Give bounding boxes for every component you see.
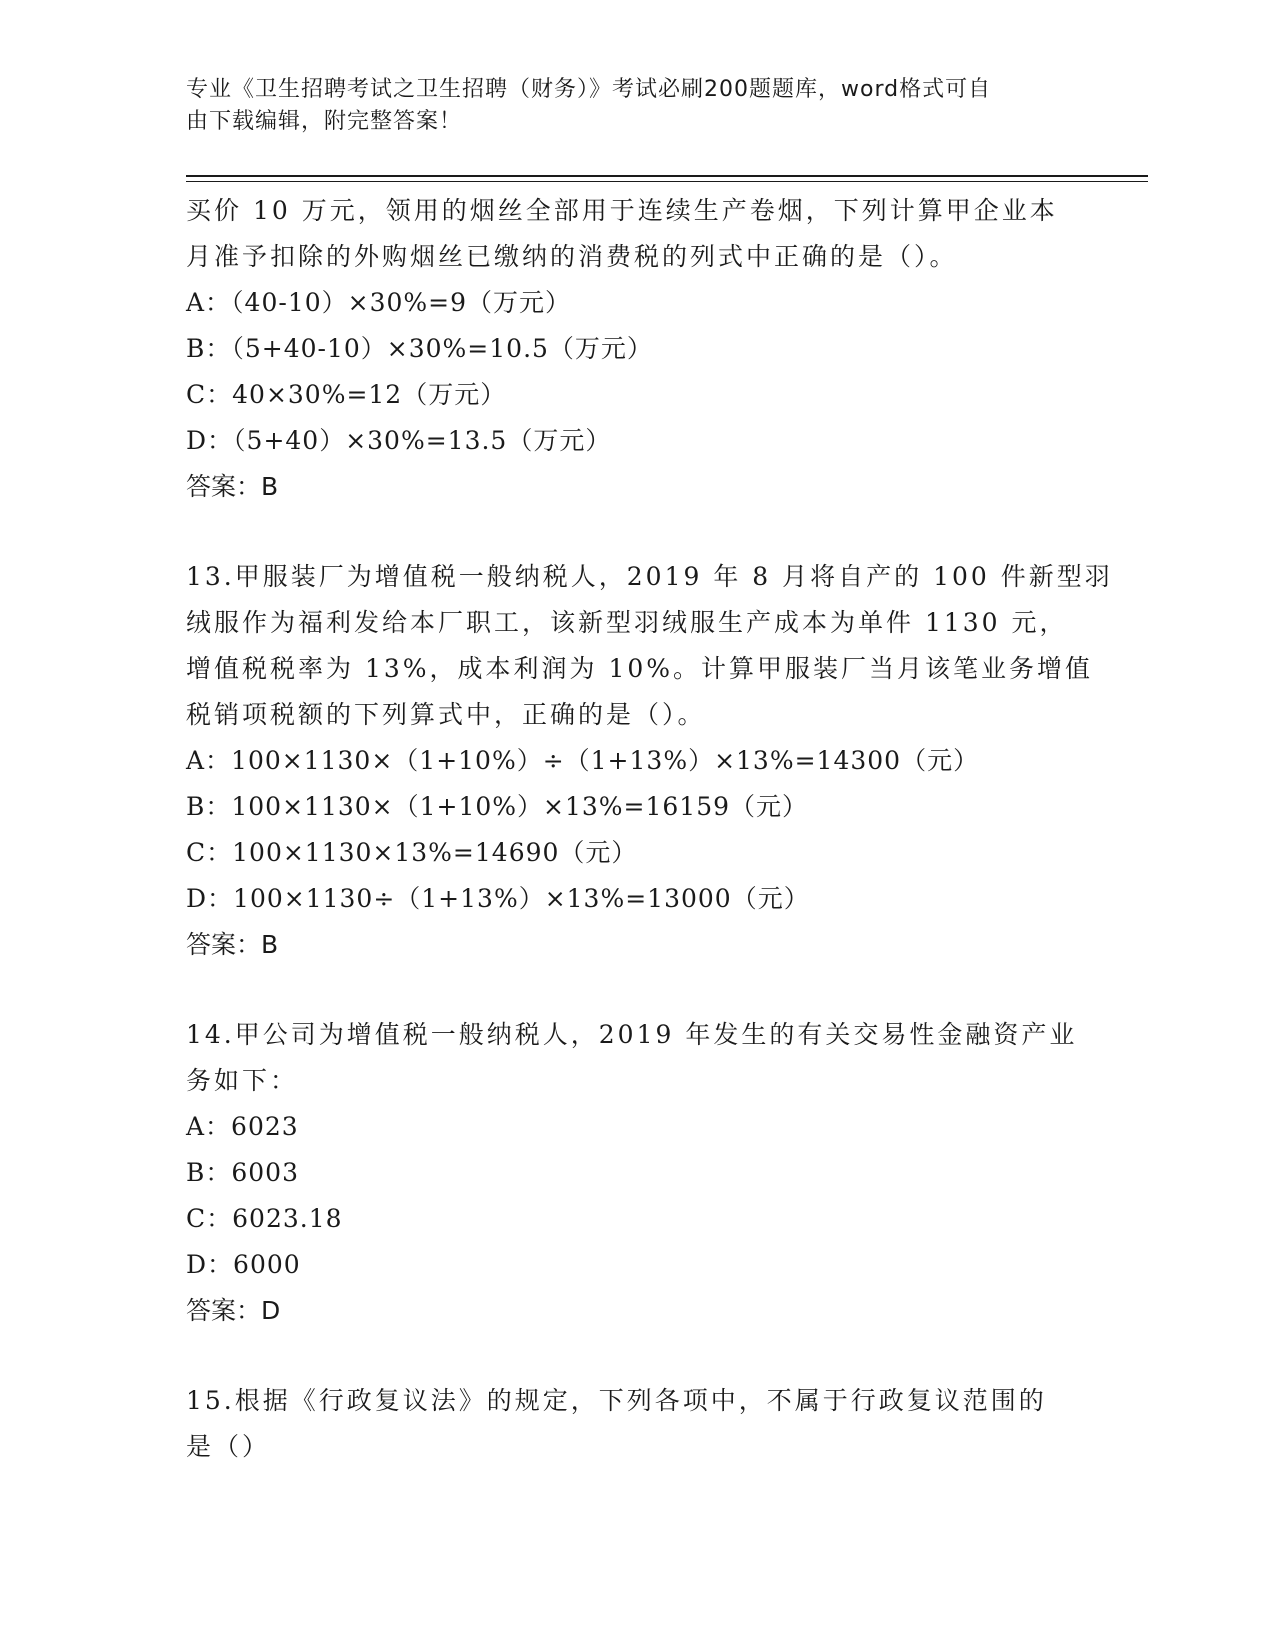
question-spacer (186, 510, 1086, 554)
option-c: C：100×1130×13%=14690（元） (186, 838, 638, 867)
question-stem-line: 绒服作为福利发给本厂职工，该新型羽绒服生产成本为单件 1130 元， (186, 608, 1068, 637)
question-stem-line: 税销项税额的下列算式中，正确的是（）。 (186, 700, 706, 729)
option-c: C：40×30%=12（万元） (186, 380, 507, 409)
question-stem-line: 13.甲服装厂为增值税一般纳税人，2019 年 8 月将自产的 100 件新型羽 (186, 562, 1113, 591)
option-a: A：100×1130×（1+10%）÷（1+13%）×13%=14300（元） (186, 746, 980, 775)
question-stem-line: 14.甲公司为增值税一般纳税人，2019 年发生的有关交易性金融资产业 (186, 1020, 1078, 1049)
question-14 (186, 1012, 1086, 1334)
question-stem-line: 月准予扣除的外购烟丝已缴纳的消费税的列式中正确的是（）。 (186, 242, 958, 271)
question-stem-line: 增值税税率为 13%，成本利润为 10%。计算甲服装厂当月该笔业务增值 (186, 654, 1094, 683)
question-stem-line: 务如下： (186, 1066, 299, 1095)
option-d: D：6000 (186, 1250, 301, 1279)
header-divider-thick (186, 175, 1148, 177)
option-a: A：（40-10）×30%=9（万元） (186, 288, 571, 317)
header-line-2: 由下载编辑，附完整答案！ (186, 109, 463, 134)
header-line-1: 专业《卫生招聘考试之卫生招聘（财务）》考试必刷200题题库，word格式可自 (186, 77, 992, 102)
question-list (186, 188, 1113, 1470)
question-stem-line: 15.根据《行政复议法》的规定，下列各项中，不属于行政复议范围的 (186, 1386, 1047, 1415)
question-12 (186, 188, 1086, 510)
question-spacer (186, 968, 1086, 1012)
answer-label: 答案：B (186, 472, 279, 501)
header-divider-thin (186, 181, 1148, 182)
option-c: C：6023.18 (186, 1204, 343, 1233)
option-d: D：（5+40）×30%=13.5（万元） (186, 426, 612, 455)
question-stem-line: 是（） (186, 1432, 271, 1461)
answer-label: 答案：D (186, 1296, 281, 1325)
option-b: B：（5+40-10）×30%=10.5（万元） (186, 334, 653, 363)
document-header (186, 74, 1066, 138)
option-d: D：100×1130÷（1+13%）×13%=13000（元） (186, 884, 810, 913)
answer-label: 答案：B (186, 930, 279, 959)
question-13 (186, 554, 1113, 968)
question-15 (186, 1378, 1086, 1470)
question-stem-line: 买价 10 万元，领用的烟丝全部用于连续生产卷烟，下列计算甲企业本 (186, 196, 1058, 225)
option-b: B：6003 (186, 1158, 299, 1187)
question-spacer (186, 1334, 1086, 1378)
option-b: B：100×1130×（1+10%）×13%=16159（元） (186, 792, 809, 821)
option-a: A：6023 (186, 1112, 299, 1141)
